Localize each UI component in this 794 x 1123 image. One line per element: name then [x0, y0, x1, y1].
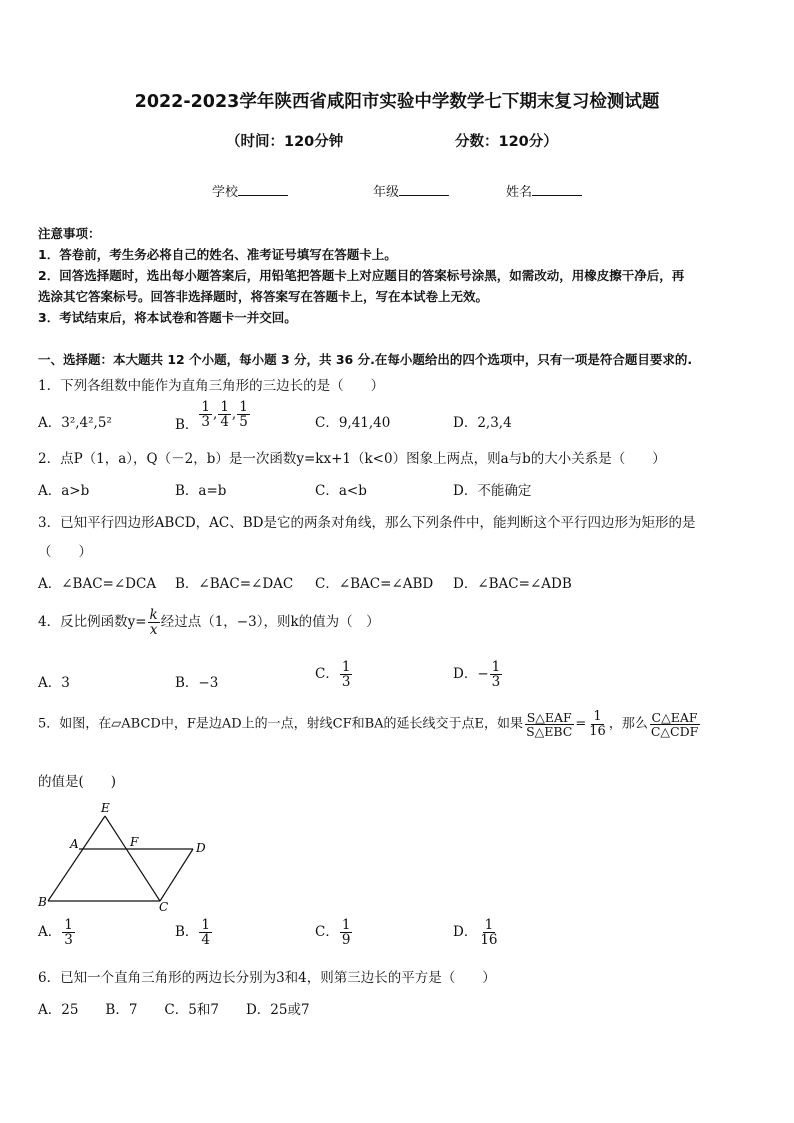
q5-option-a[interactable]: A． $\frac{1}{3}$ [38, 917, 73, 949]
exam-time: （时间：120分钟 [226, 134, 344, 150]
label-c: C [159, 900, 169, 914]
label-f: F [130, 835, 139, 849]
q6-options[interactable]: A．25 B．7 C．5和7 D．25或7 [38, 1002, 310, 1018]
line-be [48, 816, 105, 901]
q2-option-a[interactable]: A．a>b [38, 483, 90, 499]
q1-option-d[interactable]: D．2,3,4 [453, 415, 512, 431]
notice-item: 2．回答选择题时，选出每小题答案后，用铅笔把答题卡上对应题目的答案标号涂黑，如需改动，用橡皮擦干净后，再 [38, 268, 685, 283]
q5-option-b[interactable]: B． $\frac{1}{4}$ [175, 917, 211, 949]
question-6-stem: 6．已知一个直角三角形的两边长分别为3和4，则第三边长的平方是（ ） [38, 970, 496, 986]
notice-item: 3．考试结束后，将本试卷和答题卡一并交回。 [38, 310, 297, 325]
notice-heading: 注意事项： [38, 226, 101, 241]
section-heading: 一、选择题：本大题共 12 个小题，每小题 3 分，共 36 分.在每小题给出的四个选项中，只有一项是符合题目要求的. [38, 352, 693, 367]
q1-option-b[interactable]: B． $\frac{1}{3}$ , $\frac{1}{4}$ , $\frac{1}{5}$ [175, 399, 248, 434]
name-field: 姓名 [506, 181, 582, 200]
exam-score: 分数：120分） [455, 134, 558, 150]
q4-option-d[interactable]: D．− $\frac{1}{3}$ [453, 659, 501, 691]
parallelogram-figure [34, 800, 214, 915]
q5-option-c[interactable]: C． $\frac{1}{9}$ [315, 917, 351, 949]
label-a: A [70, 837, 79, 851]
q1-option-a[interactable]: A．3²,4²,5² [38, 415, 112, 431]
question-4-stem: 4．反比例函数y= $\frac{k}{x}$ 经过点（1，−3），则k的值为（ ） [38, 607, 380, 639]
school-field: 学校 [212, 181, 288, 200]
q4-option-c[interactable]: C． $\frac{1}{3}$ [315, 659, 351, 691]
q4-option-a[interactable]: A．3 [38, 675, 70, 691]
line-ec [105, 816, 160, 901]
question-5-tail: 的值是( ) [38, 774, 117, 790]
q1-option-c[interactable]: C．9,41,40 [315, 415, 391, 431]
question-5-stem: 5．如图，在▱ABCD中，F是边AD上的一点，射线CF和BA的延长线交于点E，如果 $\frac{\text{S△EAF}}{\text{S△EBC}}$ = $\frac{1}{16}$ ，那么 $\frac{\text{C△EAF}}{\text{C△CDF}}$ [38, 709, 699, 739]
line-cd [160, 849, 193, 901]
q2-option-d[interactable]: D．不能确定 [453, 483, 532, 499]
page-title: 2022-2023学年陕西省咸阳市实验中学数学七下期末复习检测试题 [134, 92, 660, 112]
label-b: B [38, 895, 47, 909]
q2-option-b[interactable]: B．a=b [175, 483, 227, 499]
q3-option-a[interactable]: A．∠BAC=∠DCA [38, 576, 157, 592]
q4-option-b[interactable]: B．−3 [175, 675, 219, 691]
q5-option-d[interactable]: D． $\frac{1}{16}$ [453, 917, 498, 949]
q3-option-c[interactable]: C．∠BAC=∠ABD [315, 576, 434, 592]
school-blank[interactable] [238, 183, 288, 196]
question-3-paren: （ ） [38, 544, 92, 560]
question-2-stem: 2．点P（1，a），Q（－2，b）是一次函数y=kx+1（k<0）图象上两点，则a与b的大小关系是（ ） [38, 451, 666, 467]
notice-item: 1．答卷前，考生务必将自己的姓名、准考证号填写在答题卡上。 [38, 247, 397, 262]
label-e: E [101, 801, 110, 815]
q2-option-c[interactable]: C．a<b [315, 483, 367, 499]
grade-field: 年级 [373, 181, 449, 200]
q3-option-d[interactable]: D．∠BAC=∠ADB [453, 576, 572, 592]
notice-item: 选涂其它答案标号。回答非选择题时，将答案写在答题卡上，写在本试卷上无效。 [38, 289, 489, 304]
name-blank[interactable] [532, 183, 582, 196]
question-3-stem: 3．已知平行四边形ABCD，AC、BD是它的两条对角线，那么下列条件中，能判断这个平行四边形为矩形的是 [38, 515, 696, 531]
label-d: D [196, 841, 206, 855]
question-1-stem: 1．下列各组数中能作为直角三角形的三边长的是（ ） [38, 378, 385, 394]
grade-blank[interactable] [399, 183, 449, 196]
q3-option-b[interactable]: B．∠BAC=∠DAC [175, 576, 294, 592]
